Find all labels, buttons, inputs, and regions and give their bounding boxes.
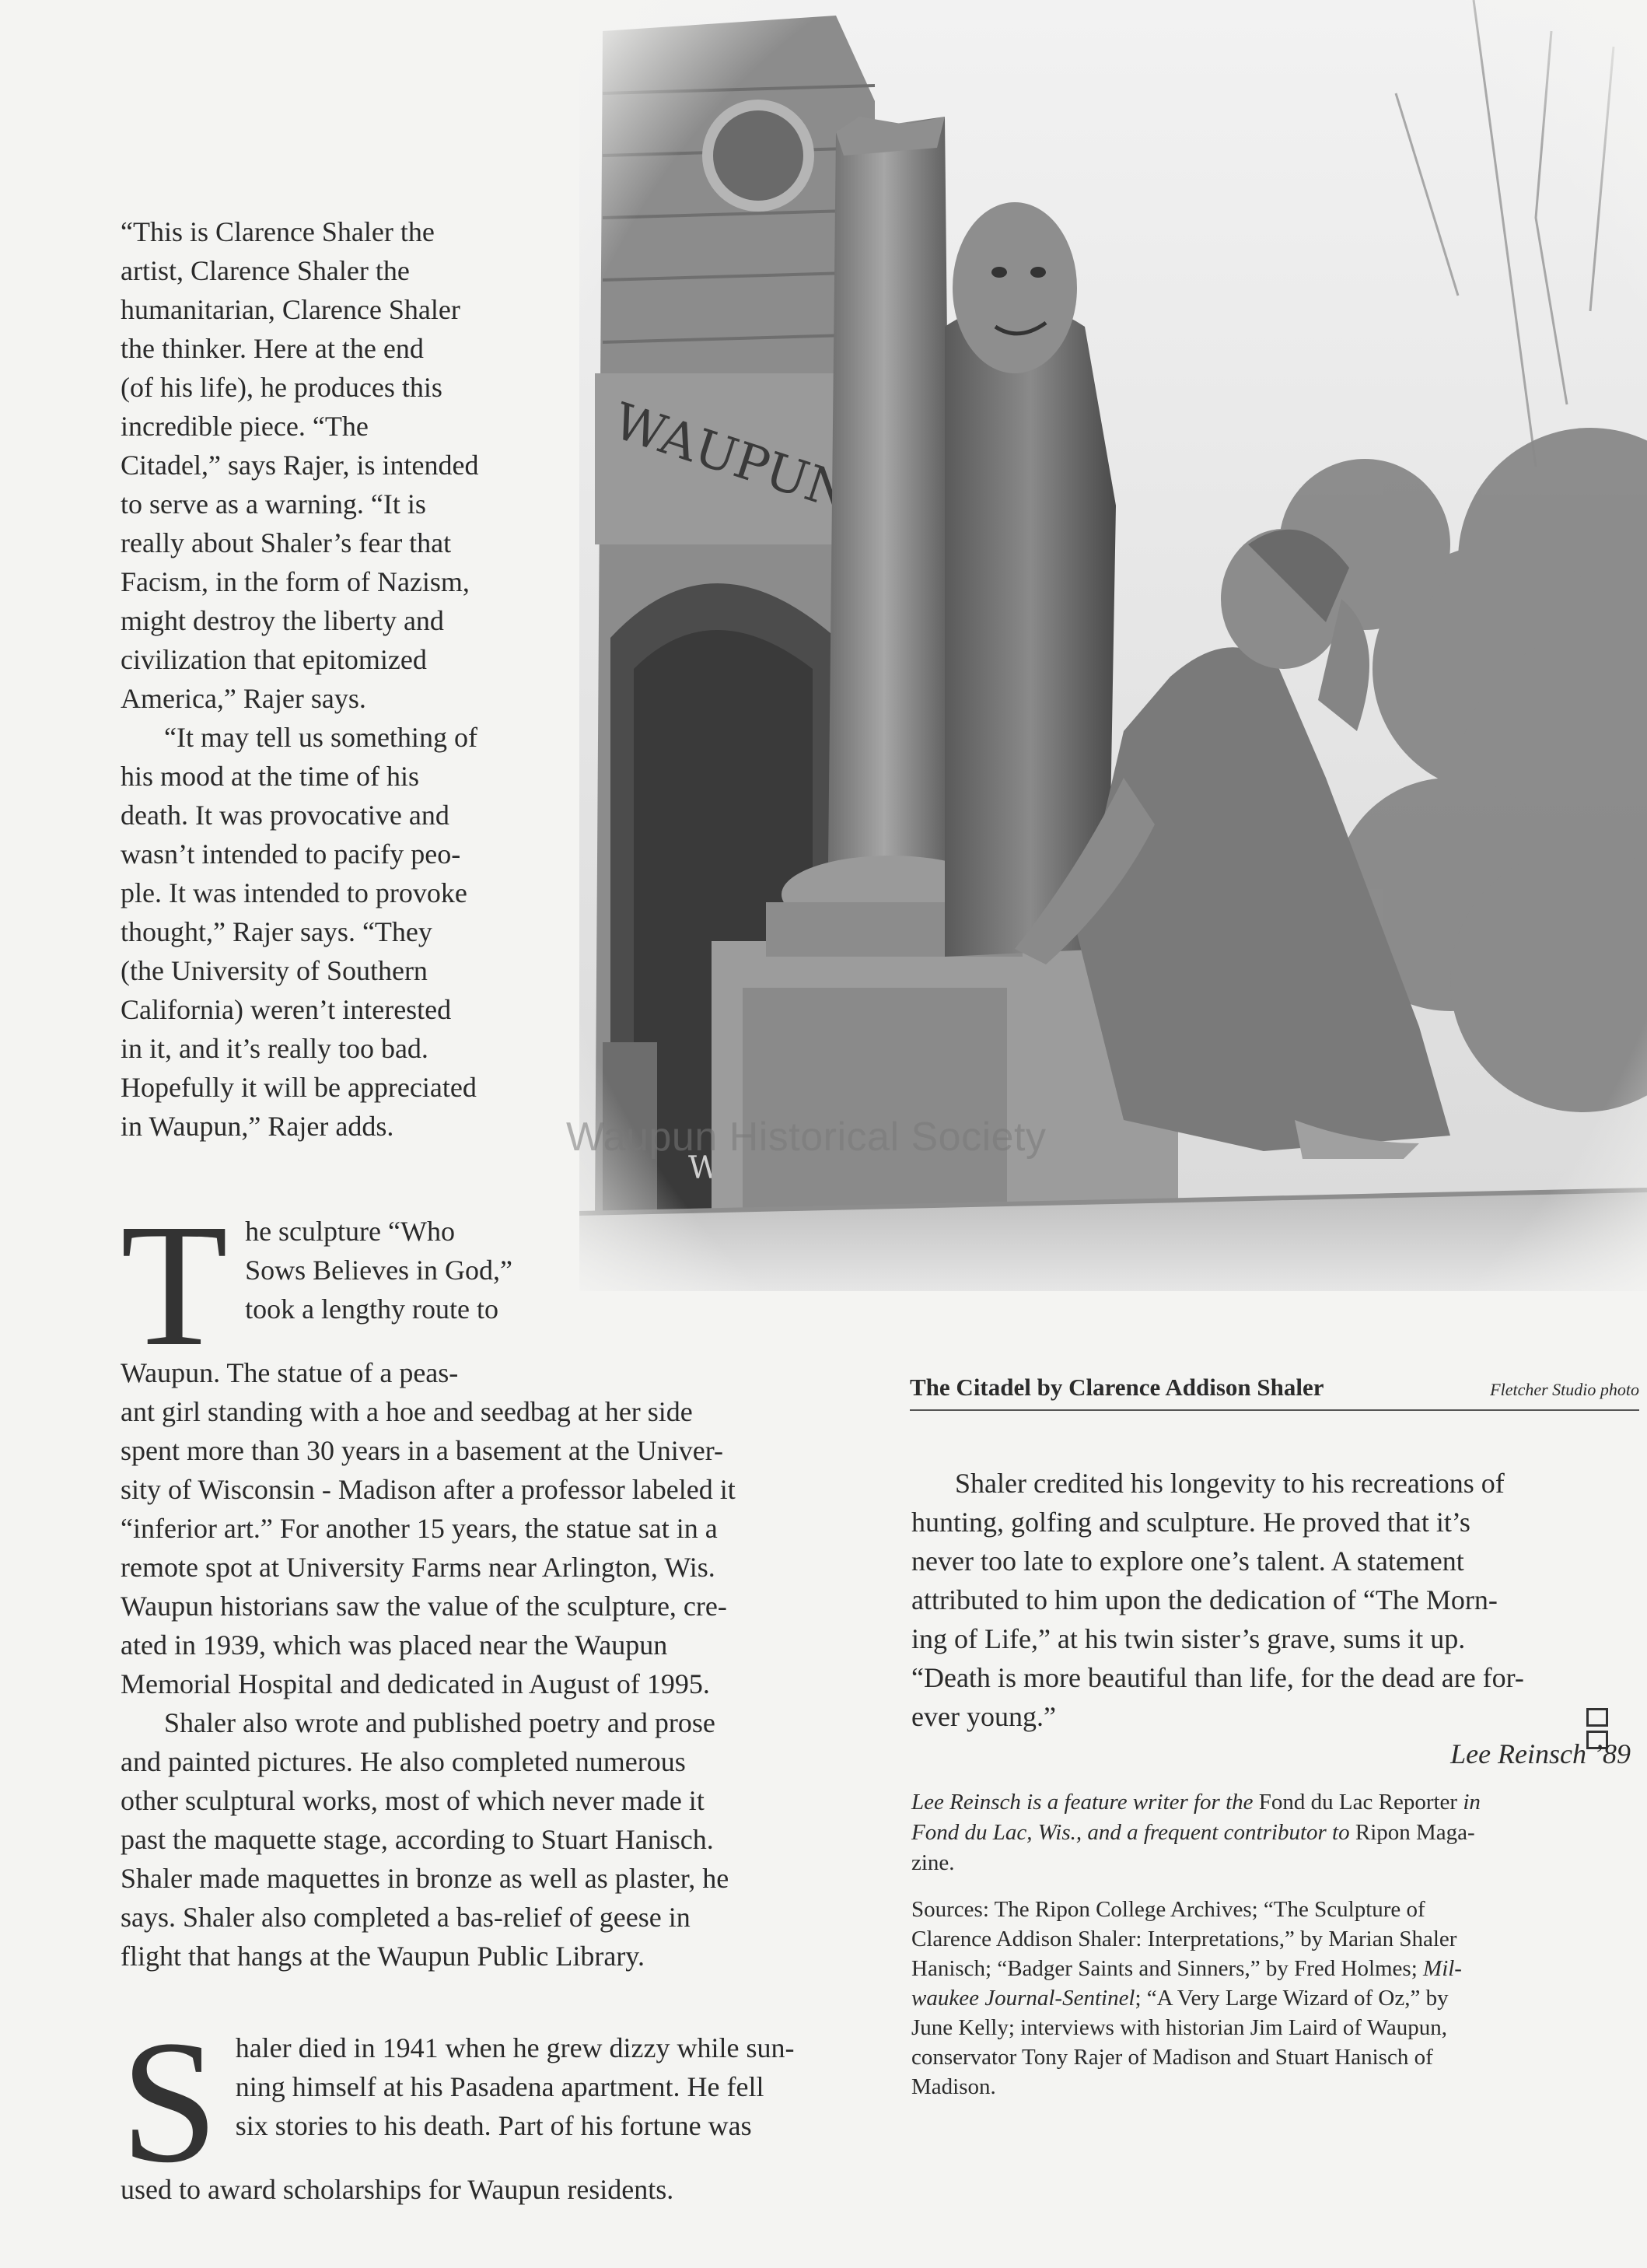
- text-line: “Death is more beautiful than life, for the dead are for-: [911, 1662, 1524, 1693]
- text-line: might destroy the liberty and: [121, 605, 444, 636]
- text-line: Waupun historians saw the value of the sculpture, cre-: [121, 1591, 727, 1622]
- text-line: civilization that epitomized: [121, 644, 427, 675]
- text-line: flight that hangs at the Waupun Public Library.: [121, 1941, 645, 1972]
- text-line: ever young.”: [911, 1701, 1056, 1732]
- sources-line: Clarence Addison Shaler: Interpretations,” by Marian Shaler: [911, 1927, 1457, 1951]
- text-line: incredible piece. “The: [121, 411, 369, 442]
- text-line: Citadel,” says Rajer, is intended: [121, 450, 479, 481]
- sources-line: [911, 1954, 1631, 1983]
- section-death: [121, 2004, 836, 2209]
- bio-text: in: [1457, 1790, 1481, 1815]
- text-line: humanitarian, Clarence Shaler: [121, 294, 460, 325]
- bio-line: [911, 1818, 1631, 1848]
- text-line: artist, Clarence Shaler the: [121, 255, 410, 286]
- text-line: he sculpture “Who: [245, 1216, 455, 1247]
- sources-list: [911, 1895, 1631, 2102]
- text-line: haler died in 1941 when he grew dizzy while sun-: [235, 2032, 795, 2063]
- drop-cap: S: [121, 2004, 219, 2199]
- watermark: Waupun Historical Society: [566, 1115, 1047, 1160]
- text-line: says. Shaler also completed a bas-relief of geese in: [121, 1902, 691, 1933]
- text-line: attributed to him upon the dedication of “The Morn-: [911, 1584, 1498, 1615]
- text-line: in Waupun,” Rajer adds.: [121, 1111, 394, 1142]
- end-mark-icon: [1586, 1708, 1631, 1727]
- text-line: Sows Believes in God,”: [245, 1255, 513, 1286]
- text-line: Facism, in the form of Nazism,: [121, 566, 470, 597]
- bio-text: Lee Reinsch is a feature writer for the: [911, 1790, 1259, 1815]
- publication-name: waukee Journal-Sentinel: [911, 1986, 1135, 2011]
- text-line: “This is Clarence Shaler the: [121, 216, 435, 247]
- text-line: (the University of Southern: [121, 955, 428, 986]
- photo-caption: [910, 1369, 1639, 1411]
- text-line: remote spot at University Farms near Arlington, Wis.: [121, 1552, 715, 1583]
- text-line: and painted pictures. He also completed numerous: [121, 1746, 686, 1777]
- sources-text: ; “A Very Large Wizard of Oz,” by: [1135, 1986, 1449, 2011]
- text-line: in it, and it’s really too bad.: [121, 1033, 428, 1064]
- text-line: ing of Life,” at his twin sister’s grave, sums it up.: [911, 1623, 1466, 1654]
- text-line: Shaler also wrote and published poetry and prose: [164, 1707, 715, 1738]
- text-line: really about Shaler’s fear that: [121, 527, 452, 558]
- text-line: Waupun. The statue of a peas-: [121, 1357, 459, 1388]
- text-line: six stories to his death. Part of his fortune was: [235, 2110, 752, 2141]
- section-longevity: [911, 1464, 1631, 1736]
- bio-line: [911, 1787, 1631, 1818]
- text-line: America,” Rajer says.: [121, 683, 366, 714]
- bio-text: Fond du Lac, Wis., and a frequent contributor to: [911, 1820, 1355, 1845]
- text-line: (of his life), he produces this: [121, 372, 442, 403]
- text-line: thought,” Rajer says. “They: [121, 916, 432, 947]
- bio-line: zine.: [911, 1850, 955, 1875]
- text-line: Shaler credited his longevity to his recreations of: [955, 1468, 1505, 1499]
- sources-line: June Kelly; interviews with historian Jim Laird of Waupun,: [911, 2015, 1447, 2040]
- photo-credit: Fletcher Studio photo: [1490, 1380, 1639, 1399]
- text-line: sity of Wisconsin - Madison after a professor labeled it: [121, 1474, 736, 1505]
- text-line: ated in 1939, which was placed near the Waupun: [121, 1629, 668, 1661]
- caption-title: The Citadel by Clarence Addison Shaler: [910, 1374, 1324, 1401]
- text-line: ning himself at his Pasadena apartment. He fell: [235, 2071, 764, 2102]
- section-sculpture: [121, 1188, 836, 1976]
- text-line: took a lengthy route to: [245, 1293, 498, 1325]
- text-line: California) weren’t interested: [121, 994, 452, 1025]
- text-line: ant girl standing with a hoe and seedbag at her side: [121, 1396, 693, 1427]
- text-line: used to award scholarships for Waupun residents.: [121, 2174, 674, 2205]
- author-bio: [911, 1787, 1631, 1878]
- publication-name: Mil-: [1423, 1956, 1462, 1981]
- text-line: Shaler made maquettes in bronze as well as plaster, he: [121, 1863, 729, 1894]
- sources-line: conservator Tony Rajer of Madison and Stuart Hanisch of: [911, 2045, 1433, 2070]
- text-line: Hopefully it will be appreciated: [121, 1072, 477, 1103]
- drop-cap: T: [121, 1188, 229, 1382]
- text-line: Memorial Hospital and dedicated in August of 1995.: [121, 1668, 710, 1699]
- text-line: to serve as a warning. “It is: [121, 488, 426, 520]
- text-line: “inferior art.” For another 15 years, the statue sat in a: [121, 1513, 718, 1544]
- text-line: his mood at the time of his: [121, 761, 419, 792]
- text-line: wasn’t intended to pacify peo-: [121, 838, 461, 870]
- text-line: the thinker. Here at the end: [121, 333, 424, 364]
- text-line: death. It was provocative and: [121, 800, 449, 831]
- intro-column: [121, 212, 556, 1146]
- sources-line: Madison.: [911, 2074, 996, 2099]
- death-last-line: [121, 2170, 836, 2209]
- sources-text: Hanisch; “Badger Saints and Sinners,” by Fred Holmes;: [911, 1956, 1424, 1981]
- text-line: spent more than 30 years in a basement at the Univer-: [121, 1435, 724, 1466]
- sources-line: Sources: The Ripon College Archives; “The Sculpture of: [911, 1897, 1425, 1922]
- text-line: never too late to explore one’s talent. A statement: [911, 1545, 1464, 1577]
- sources-line: [911, 1983, 1631, 2013]
- text-line: past the maquette stage, according to Stuart Hanisch.: [121, 1824, 714, 1855]
- sculpture-body: [121, 1353, 836, 1976]
- text-line: other sculptural works, most of which never made it: [121, 1785, 705, 1816]
- text-line: “It may tell us something of: [164, 722, 477, 753]
- text-line: hunting, golfing and sculpture. He proved that it’s: [911, 1507, 1470, 1538]
- publication-name: Ripon Maga-: [1355, 1820, 1475, 1845]
- dropcap-lines: [121, 2028, 836, 2145]
- author-byline: Lee Reinsch ’89: [1450, 1738, 1631, 1769]
- text-line: ple. It was intended to provoke: [121, 877, 467, 908]
- publication-name: Fond du Lac Reporter: [1258, 1790, 1458, 1815]
